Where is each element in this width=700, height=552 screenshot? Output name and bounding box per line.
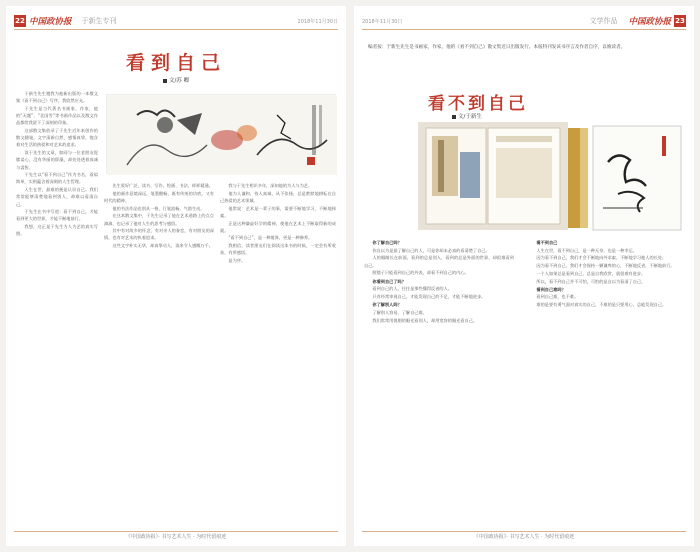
paragraph: 了解别人容易，了解自己难。 <box>372 309 427 315</box>
left-page-header <box>14 14 338 28</box>
editor-note: 编者按：于新生先生是书画家，作家，他的《看不到自己》散文集近日出版发行。本报特刊发该书序言及作者自序，以飨读者。 <box>368 45 626 50</box>
paragraph: 他的画作意境深远，笔墨酣畅，既有传统的功底，又有时代的精神。 <box>104 190 214 203</box>
right-header-rule <box>362 29 686 30</box>
section-heading: 你了解自己吗？ <box>372 240 402 245</box>
left-article-author <box>6 76 346 84</box>
paragraph: 因为看不到自己，我们才会保持一颗谦卑的心，不断地反省，不断地前行。 <box>536 263 675 269</box>
left-header-rule <box>14 29 338 30</box>
paragraph: 看到自己的人，往往是那些懂得反省的人。 <box>372 286 452 292</box>
right-page-header <box>362 14 686 28</box>
paragraph: 这些文字朴实无华，却真挚动人，读来令人感慨万千。 <box>112 243 213 249</box>
paragraph: 于先生以“看不到自己”作为书名，看似简单，实则蕴含着深刻的人生哲理。 <box>16 172 98 185</box>
left-brand-logo: 中国政协报 <box>29 17 72 27</box>
left-footer: 《中国政协报》· 书写艺术人生 · 为时代留痕迹 <box>125 534 227 540</box>
paragraph: 人生在世，最难的便是认识自己。我们常常能够清楚地看到别人，却难以看清自己。 <box>16 187 98 207</box>
paragraph: 先生爱好广泛，读书、写作、绘画、书法，样样精通。 <box>112 183 213 188</box>
paragraph: 在这本散文集中，于先生记录了他在艺术道路上的点点滴滴，也记录了他对人生的思考与感悟。 <box>104 213 214 226</box>
paragraph: 人生在世，看不到自己，是一种无奈，也是一种幸运。 <box>536 247 637 253</box>
left-article-title: 看到自己 <box>125 52 226 74</box>
left-date: 2018年11月30日 <box>297 18 338 25</box>
left-section-title: 于新生专刊 <box>81 17 117 25</box>
left-column-1 <box>16 90 98 516</box>
paragraph: 他的书法作品也别具一格，行笔流畅，气韵生动。 <box>112 205 205 211</box>
paragraph: 其中有对故乡的怀念，有对亲人的眷恋，有对朋友的深情，也有对艺术的执着追求。 <box>104 228 214 241</box>
right-section-title: 文学作品 <box>589 17 618 25</box>
book-photos <box>418 122 684 232</box>
paragraph: 我相信，读者朋友们在阅读这本书的时候，一定会有所收获，有所感悟。 <box>220 243 336 256</box>
paragraph: “看不到自己”，是一种境界，更是一种修养。 <box>228 235 313 241</box>
paragraph: 难的是要有勇气面对真实的自己，不难的是只要用心，总能发现自己。 <box>536 302 667 308</box>
right-column-2 <box>528 238 684 516</box>
painting-image <box>106 94 336 174</box>
left-page-number: 22 <box>15 17 25 25</box>
right-column-1 <box>364 238 514 516</box>
right-article-title: 看不到自己 <box>428 94 528 114</box>
paragraph: 我们常常用挑剔的眼光看别人，却用宽容的眼光看自己。 <box>372 317 478 323</box>
left-column-3 <box>220 182 336 516</box>
paragraph: 于先生是当代著名书画家、作家，他的“无题”、“北国雪”等书画作品以及散文作品都给我留下了深刻的印象。 <box>16 105 98 126</box>
paragraph: 因为看不到自己，我们才会不断地向外求索，不断地学习他人的长处。 <box>536 255 667 261</box>
left-column-2 <box>104 182 214 516</box>
bullet-square-icon <box>163 79 167 83</box>
right-article-author <box>452 112 482 120</box>
paragraph: 他常说：艺术是一辈子的事，需要不断地学习，不断地探索。 <box>220 205 336 218</box>
section-heading: 看不到自己 <box>536 240 558 245</box>
bullet-square-icon <box>452 115 456 119</box>
section-heading: 看到自己难吗？ <box>536 286 566 292</box>
left-footer-rule <box>14 531 338 532</box>
section-heading: 你了解别人吗？ <box>372 302 402 308</box>
right-footer-rule <box>362 531 686 532</box>
paragraph: 人的眼睛长在前面，看到的总是别人，看到的总是外面的世界，却很难看到自己。 <box>364 255 514 268</box>
right-footer: 《中国政协报》· 书写艺术人生 · 为时代留痕迹 <box>473 534 575 540</box>
paragraph: 照镜子只能看到自己的外表，却看不到自己的内心。 <box>372 270 469 276</box>
paragraph: 他为人谦和，待人真诚，从不张扬，总是默默地耕耘在自己热爱的艺术领域。 <box>220 190 336 203</box>
paragraph: 我想，这正是于先生为人为艺的真实写照。 <box>16 224 98 237</box>
right-page <box>354 6 694 546</box>
right-page-number: 23 <box>675 17 685 25</box>
paragraph: 于新生先生邀我为他新出版的一本散文集《看不到自己》写序，我欣然应允。 <box>16 91 98 104</box>
paragraph: 我与于先生相识多年，深知他的为人与为艺。 <box>228 183 313 188</box>
paragraph: 所以，看不到自己并不可怕，可怕的是自以为看清了自己。 <box>536 278 646 284</box>
paragraph: 你自以为是最了解自己的人，可是你却未必真的看清楚了自己。 <box>372 247 490 253</box>
section-heading: 你看到自己了吗？ <box>372 278 406 284</box>
left-page <box>6 6 346 546</box>
paragraph: 看到自己难，也不难。 <box>536 294 579 300</box>
paragraph: 于先生在书中写道：看不到自己，才能看到更大的世界，才能不断地前行。 <box>16 209 98 222</box>
paragraph: 只有经常审视自己，才能发现自己的不足，才能不断地进步。 <box>372 293 486 299</box>
left-author-text: 文/苏 卿 <box>168 78 190 84</box>
right-brand-logo: 中国政协报 <box>628 17 671 27</box>
paragraph: 正是这种谦虚好学的精神，使他在艺术上不断取得新的成就。 <box>220 220 336 233</box>
paragraph: 一个人如果总是看到自己，总是自我欣赏，就很难有进步。 <box>536 270 646 276</box>
paragraph: 是为序。 <box>228 258 246 264</box>
paragraph: 这部散文集收录了于先生近年来创作的散文随笔，文字清新自然，感情真挚，饱含着对生活的热爱和对艺术的追求。 <box>16 128 98 148</box>
right-author-text: 文/于新生 <box>458 114 482 120</box>
paragraph: 读于先生的文章，如同与一位老朋友促膝谈心，没有华丽的辞藻，却处处透着真诚与睿智。 <box>16 150 98 170</box>
right-date: 2018年11月30日 <box>362 18 403 25</box>
